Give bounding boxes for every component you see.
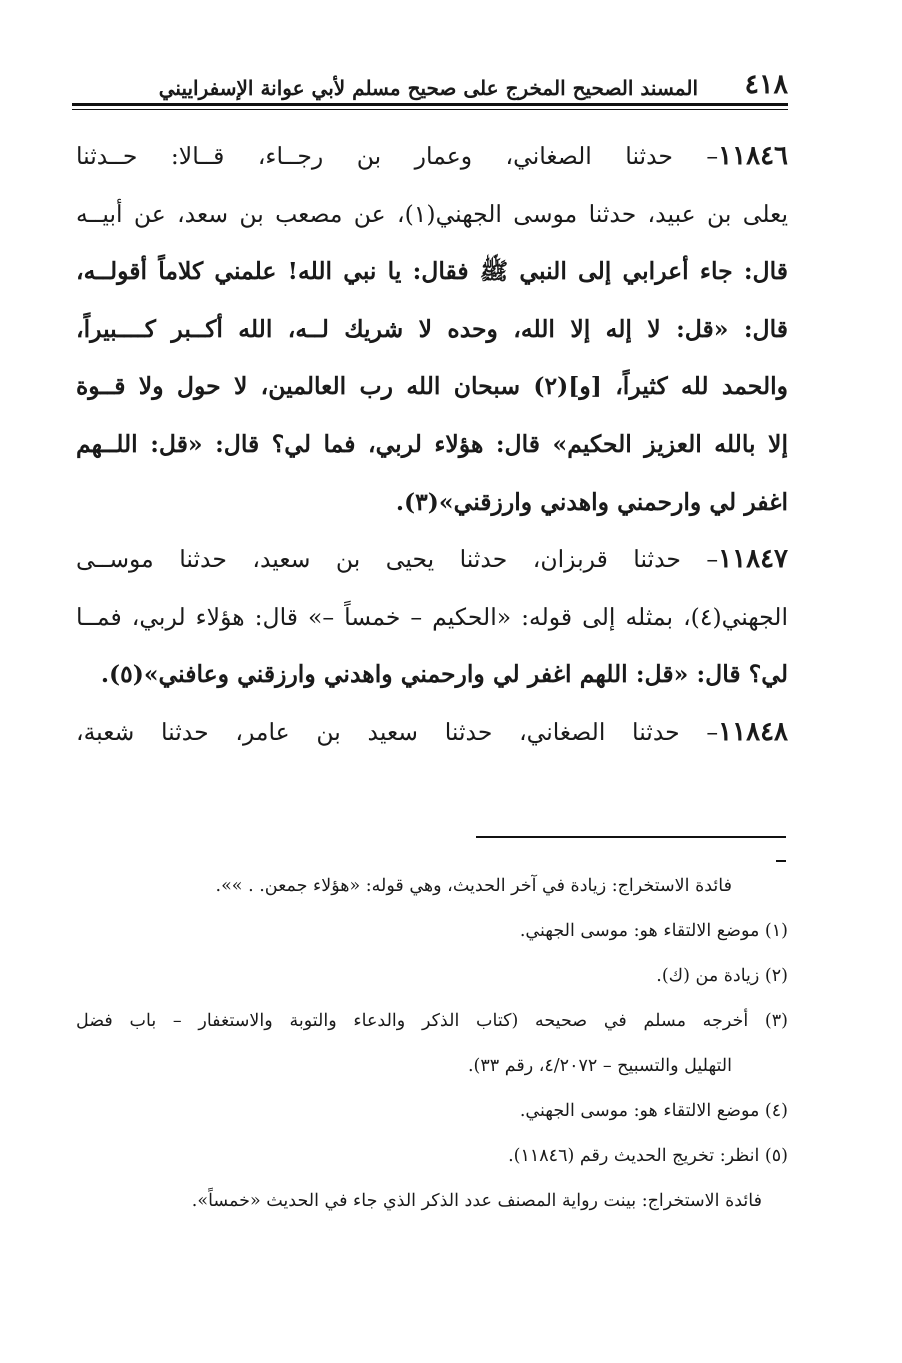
text-line: والحمد لله كثيراً، [و](٢) سبحان الله رب العالمين، لا حول ولا قــوة	[76, 372, 788, 401]
text-line: الجهني(٤)، بمثله إلى قوله: «الحكيم – خمساً –» قال: هؤلاء لربي، فمــا	[76, 602, 788, 631]
header-rule-secondary	[72, 109, 788, 110]
header-rule	[72, 103, 788, 106]
text-line: اغفر لي وارحمني واهدني وارزقني»(٣).	[395, 487, 788, 516]
text-line: قال: «قل: لا إله إلا الله، وحده لا شريك لــه، الله أكــبر كــــبيراً،	[76, 314, 788, 343]
book-title: المسند الصحيح المخرج على صحيح مسلم لأبي عوانة الإسفراييني	[158, 76, 698, 100]
text-line: يعلى بن عبيد، حدثنا موسى الجهني(١)، عن مصعب بن سعد، عن أبيــه	[76, 199, 788, 228]
main-text	[76, 128, 788, 762]
footnote-benefit-2: فائدة الاستخراج: بينت رواية المصنف عدد الذكر الذي جاء في الحديث «خمساً».	[191, 1191, 762, 1211]
page-number: ٤١٨	[744, 69, 788, 100]
hadith-line: – حدثنا الصغاني، حدثنا سعيد بن عامر، حدثنا شعبة،	[76, 717, 719, 746]
text-line: إلا بالله العزيز الحكيم» قال: هؤلاء لربي، فما لي؟ قال: «قل: اللــهم	[76, 429, 788, 458]
footnotes	[76, 864, 788, 1224]
text-line: قال: جاء أعرابي إلى النبي ﷺ فقال: يا نبي الله! علمني كلاماً أقولــه،	[76, 257, 788, 286]
text-line: لي؟ قال: «قل: اللهم اغفر لي وارحمني واهدني وارزقني وعافني»(٥).	[100, 660, 788, 689]
text-line	[76, 128, 788, 186]
footnote-benefit: فائدة الاستخراج: زيادة في آخر الحديث، وهي قوله: «هؤلاء جمعن. . »».	[215, 876, 732, 896]
text-line	[76, 531, 788, 589]
text-line	[76, 704, 788, 762]
footnote-1: (١) موضع الالتقاء هو: موسى الجهني.	[519, 921, 788, 941]
footnote-3: (٣) أخرجه مسلم في صحيحه (كتاب الذكر والدعاء والتوبة والاستغفار – باب فضل	[76, 1011, 788, 1031]
footnote-4: (٤) موضع الالتقاء هو: موسى الجهني.	[519, 1101, 788, 1121]
running-header	[72, 60, 788, 100]
footnote-dash	[776, 860, 786, 862]
footnote-5: (٥) انظر: تخريج الحديث رقم (١١٨٤٦).	[508, 1146, 788, 1166]
footnote-separator	[476, 836, 786, 838]
hadith-number: ١١٨٤٦	[718, 141, 788, 171]
hadith-line: – حدثنا قربزان، حدثنا يحيى بن سعيد، حدثنا موســى	[76, 545, 719, 574]
hadith-number: ١١٨٤٧	[718, 544, 788, 575]
footnote-3-continued: التهليل والتسبيح – ٤/٢٠٧٢، رقم ٣٣).	[467, 1056, 732, 1076]
hadith-number: ١١٨٤٨	[718, 716, 788, 747]
footnote-2: (٢) زيادة من (ك).	[656, 966, 788, 986]
hadith-line: – حدثنا الصغاني، وعمار بن رجــاء، قــالا: حــدثنا	[76, 142, 719, 170]
